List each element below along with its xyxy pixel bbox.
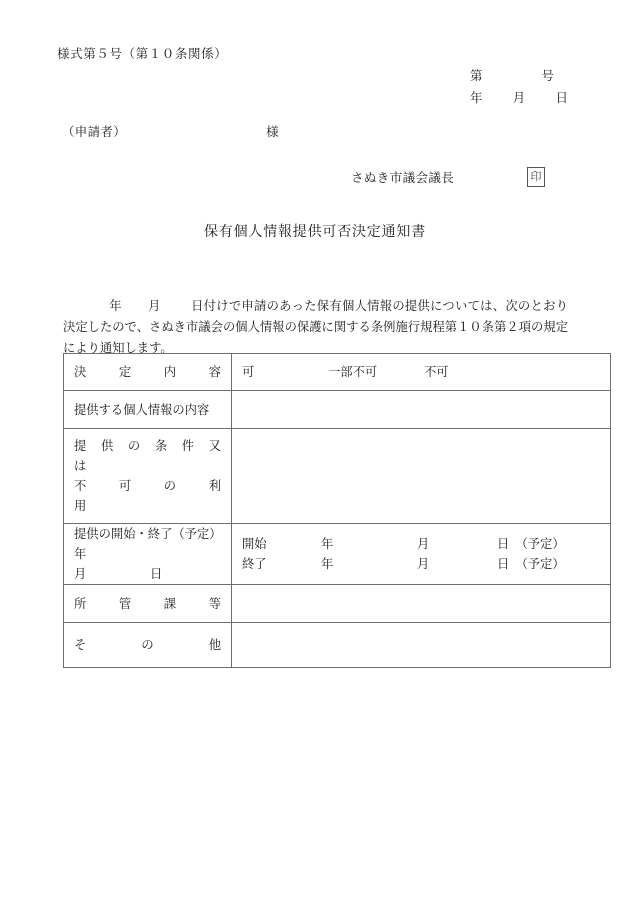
period-end-label: 終了 [242, 557, 267, 571]
addressee-honorific: 様 [266, 125, 279, 139]
period-start-label: 開始 [242, 537, 267, 551]
table-row [64, 623, 611, 668]
body-line2: したので、さぬき市議会の個人情報の保護に関する条例施行規程第１０条第２項の規定により通 [63, 320, 568, 355]
row-label-information-content-text: 提供する個人情報の内容 [74, 402, 210, 417]
period-end-month: 月 [417, 557, 430, 571]
table-row [64, 524, 611, 585]
period-end-line[interactable] [242, 554, 600, 574]
form-number: 様式第５号（第１０条関係） [57, 47, 228, 61]
row-label-period-line1: 提供の開始・終了（予定） [74, 527, 222, 541]
row-label-conditions-line1: 提 供 の 条 件 又 は [74, 439, 234, 473]
row-label-other-text: そ の 他 [74, 638, 221, 652]
table-row [64, 391, 611, 429]
row-value-period[interactable] [232, 524, 611, 585]
row-label-decision [64, 354, 232, 391]
issuer-name: さぬき市議会議長 [351, 171, 455, 185]
period-start-line[interactable] [242, 534, 600, 554]
row-label-department-text: 所 管 課 等 [74, 596, 221, 611]
body-date-month: 月 [147, 299, 161, 313]
page-title: 保有個人情報提供可否決定通知書 [204, 225, 426, 240]
body-paragraph [63, 296, 568, 359]
row-value-department[interactable] [232, 585, 611, 623]
decision-option-deny[interactable]: 不可 [424, 365, 449, 379]
table-row [64, 354, 611, 391]
period-start-day: 日 （予定） [497, 537, 565, 551]
row-label-other [64, 623, 232, 668]
period-end-year: 年 [321, 557, 334, 571]
applicant-label: （申請者） [62, 125, 127, 139]
period-start-year: 年 [321, 537, 334, 551]
row-label-period-line2 [74, 544, 221, 584]
document-date-year: 年 [470, 91, 483, 105]
decision-notice-table [63, 353, 611, 668]
decision-option-partial[interactable]: 一部不可 [328, 365, 378, 379]
row-label-department [64, 585, 232, 623]
body-date-year: 年 [109, 299, 122, 313]
body-line3: 知します。 [112, 341, 173, 355]
document-number-line [470, 66, 554, 84]
table-row [64, 429, 611, 524]
period-end-day: 日 （予定） [497, 557, 565, 571]
row-value-decision[interactable] [232, 354, 611, 391]
row-label-conditions [64, 429, 246, 524]
document-number-unit: 号 [541, 69, 554, 83]
decision-option-allow[interactable]: 可 [242, 365, 255, 379]
document-date-line [470, 88, 568, 106]
document-number-label: 第 [470, 69, 484, 83]
table-row [64, 585, 611, 623]
row-label-period-day: 日 [150, 567, 163, 581]
row-value-conditions[interactable] [232, 429, 611, 524]
row-value-information-content[interactable] [232, 391, 611, 429]
applicant-line [62, 122, 279, 140]
row-label-period-month: 月 [74, 567, 87, 581]
row-label-decision-text: 決 定 内 容 [74, 365, 221, 379]
row-label-information-content [64, 391, 232, 429]
row-label-conditions-line2: 不 可 の 利 用 [74, 479, 246, 513]
document-date-day: 日 [555, 91, 569, 105]
row-label-period [64, 524, 232, 585]
body-line1-rest: 日付けで申請のあった保有個人情報の提供については、次のとおり決定 [63, 299, 568, 334]
seal-stamp-box: 印 [527, 167, 545, 187]
row-value-other[interactable] [232, 623, 611, 668]
period-start-month: 月 [417, 537, 430, 551]
row-label-period-year: 年 [74, 547, 87, 561]
document-date-month: 月 [512, 91, 526, 105]
